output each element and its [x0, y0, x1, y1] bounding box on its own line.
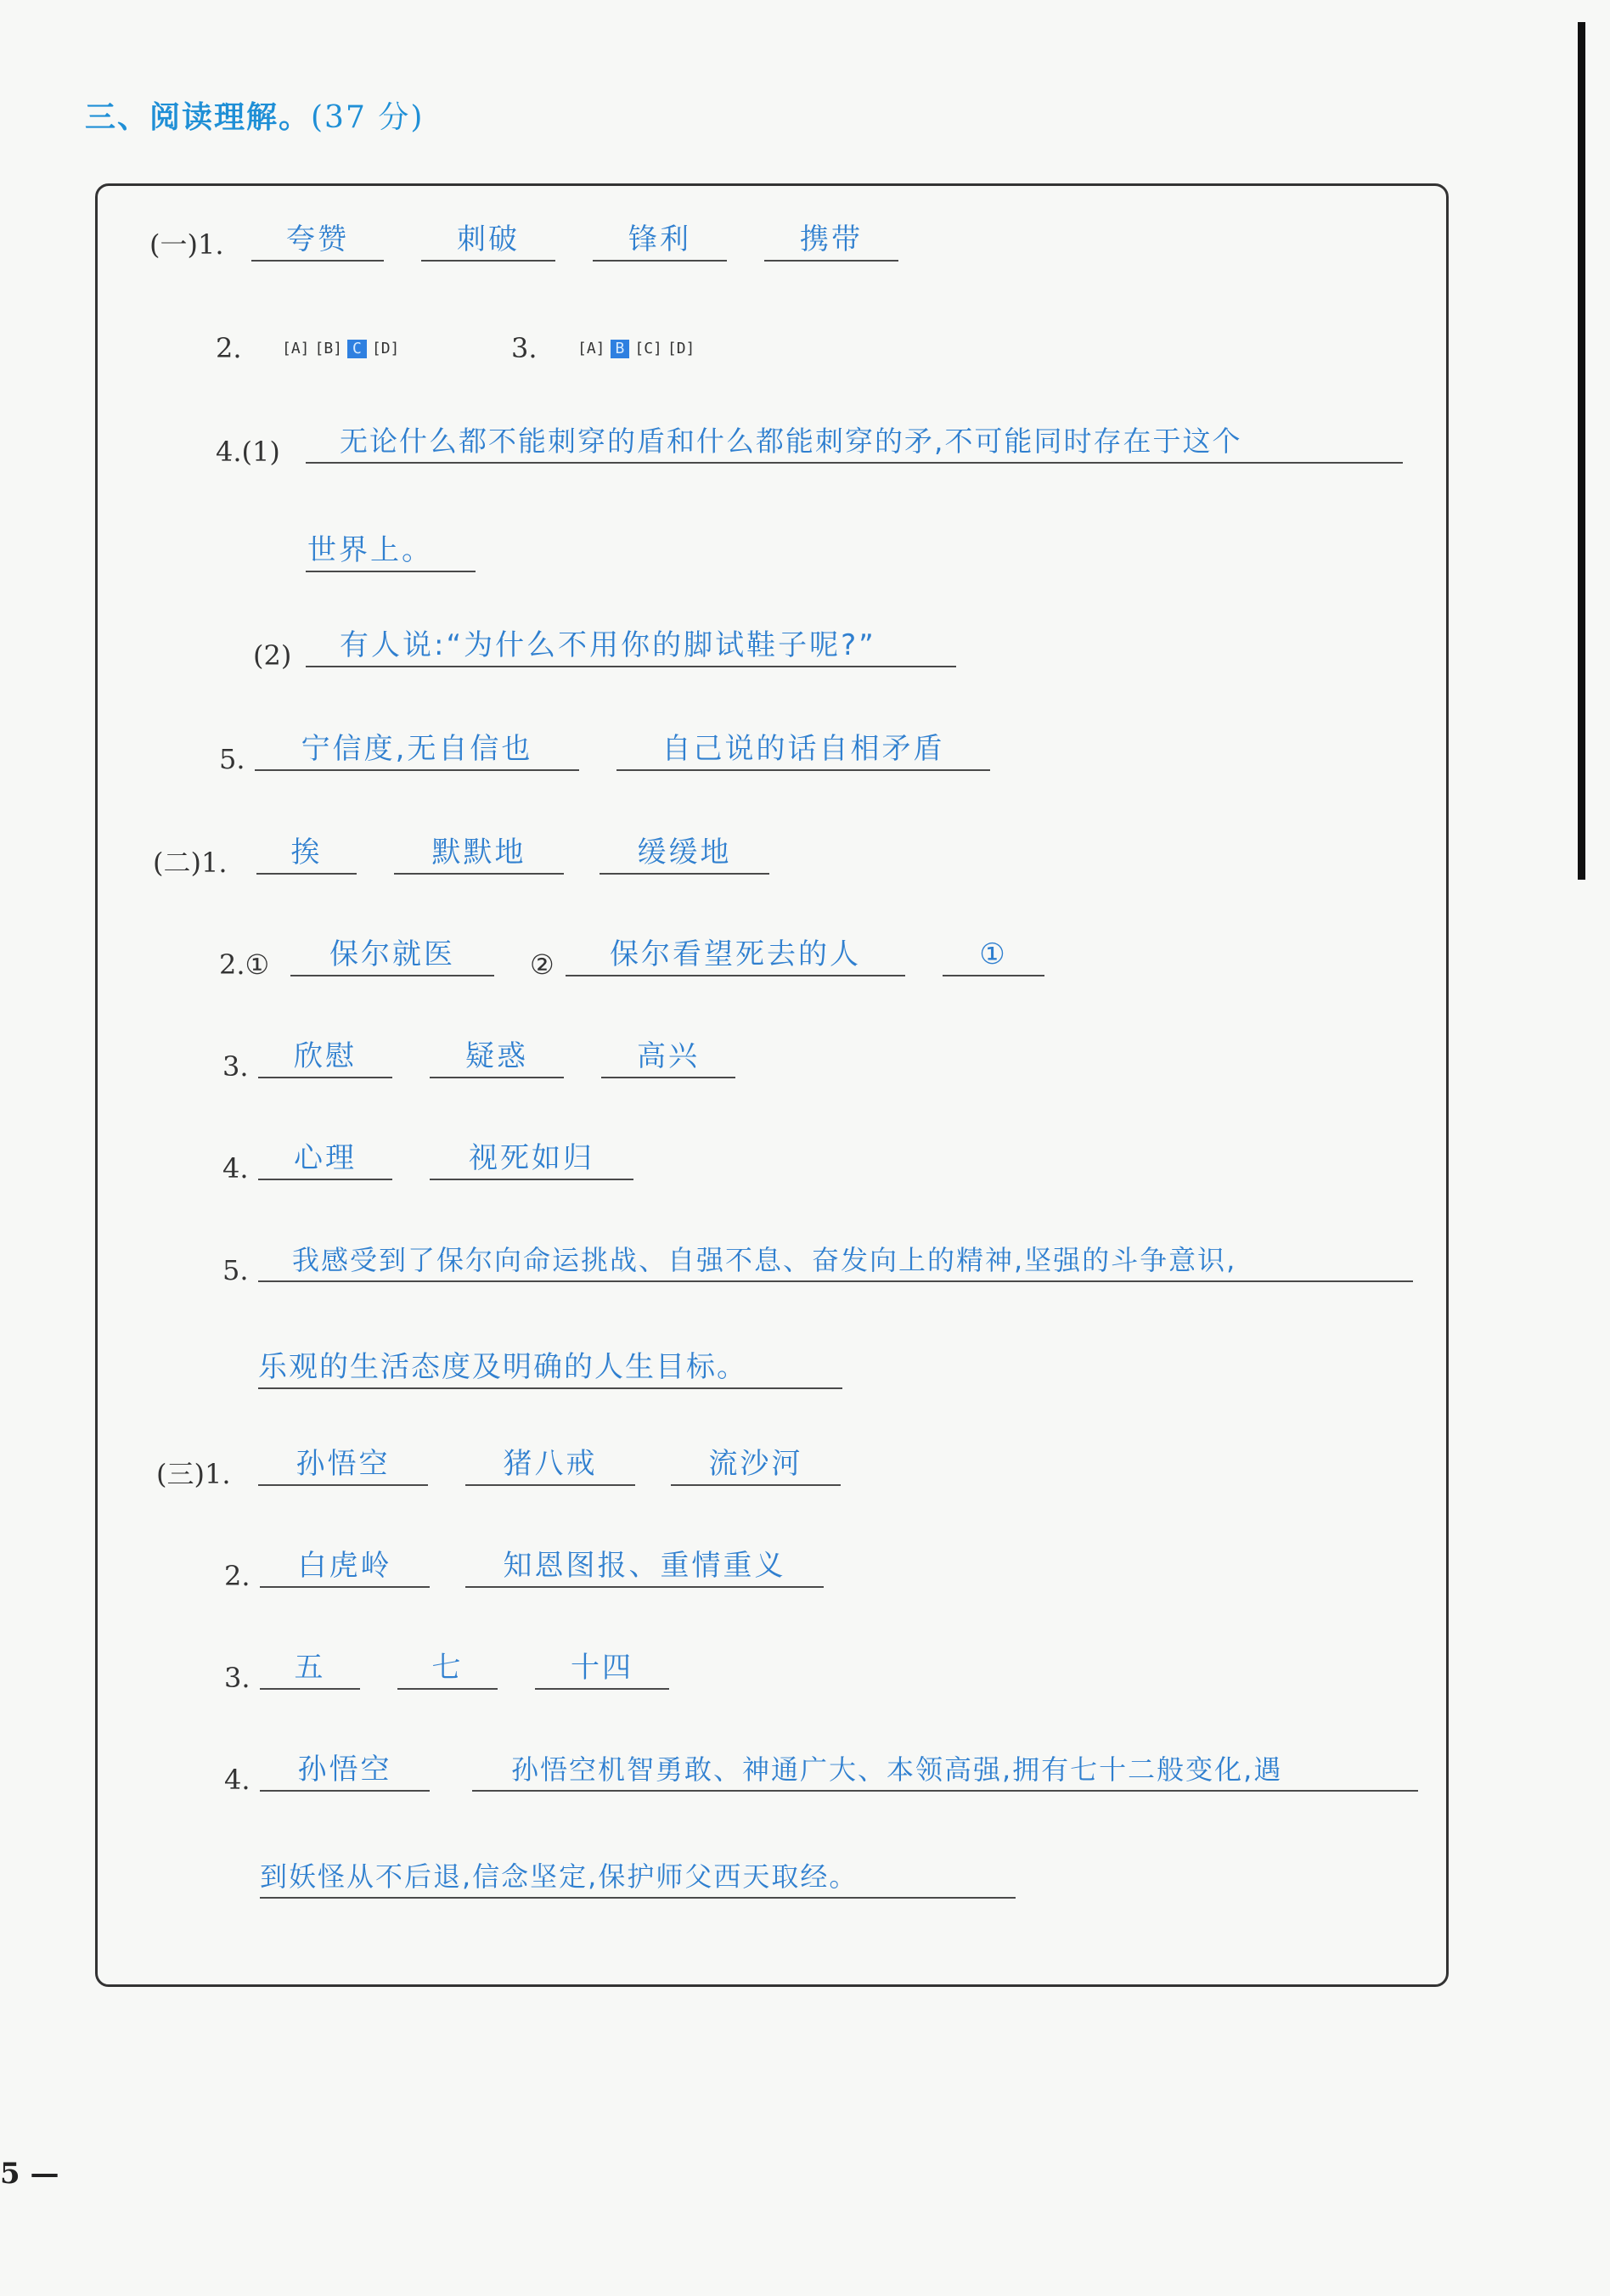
p1-q1-answer-4: 携带 [764, 222, 898, 262]
p2-q4-answer-1: 心理 [258, 1141, 392, 1180]
p2-q1-number: (二)1. [153, 847, 228, 879]
p3-q2-answer-2: 知恩图报、重情重义 [465, 1549, 824, 1588]
p1-q3-option-d[interactable]: [D] [667, 340, 695, 357]
p2-q4-number: 4. [222, 1152, 249, 1185]
p1-q4-sub2-number: (2) [253, 639, 292, 672]
p1-q3-option-b-selected[interactable]: B [611, 340, 630, 358]
p2-q3-number: 3. [222, 1050, 249, 1083]
p2-q3-answer-2: 疑惑 [430, 1039, 564, 1078]
section-points: (37 分) [311, 100, 425, 135]
p1-q4-sub2-answer: 有人说:“为什么不用你的脚试鞋子呢?” [306, 628, 956, 667]
p2-q5-answer-line-2: 乐观的生活态度及明确的人生目标。 [258, 1350, 842, 1389]
p3-q4-number: 4. [224, 1764, 251, 1796]
page-edge-bar [1578, 22, 1585, 880]
p2-q5-answer-line-1: 我感受到了保尔向命运挑战、自强不息、奋发向上的精神,坚强的斗争意识, [258, 1243, 1413, 1282]
p3-q4-answer-short: 孙悟空 [260, 1753, 430, 1792]
p2-q2-answer-1: 保尔就医 [290, 937, 494, 976]
p1-q1-answer-2: 刺破 [421, 222, 555, 262]
p1-q5-answer-2: 自己说的话自相矛盾 [616, 732, 990, 771]
p2-q2-answer-3: ① [943, 937, 1044, 976]
p1-q2-number: 2. [216, 332, 242, 364]
p1-q3-option-c[interactable]: [C] [634, 340, 662, 357]
p3-q2-number: 2. [224, 1560, 251, 1592]
p1-q2-option-d[interactable]: [D] [371, 340, 400, 357]
p1-q4-answer-line-1: 无论什么都不能刺穿的盾和什么都能刺穿的矛,不可能同时存在于这个 [306, 425, 1403, 464]
p2-q5-number: 5. [222, 1254, 249, 1286]
p1-q3-options [577, 340, 700, 358]
p2-q1-answer-1: 挨 [256, 836, 357, 875]
p1-q2-option-a[interactable]: [A] [282, 340, 310, 357]
p1-q3-number: 3. [511, 332, 538, 364]
p3-q3-number: 3. [224, 1662, 251, 1694]
p3-q1-answer-3: 流沙河 [671, 1447, 841, 1486]
p2-q2-answer-2: 保尔看望死去的人 [566, 937, 905, 976]
p1-q2-option-b[interactable]: [B] [314, 340, 343, 357]
p1-q2-option-c-selected[interactable]: C [347, 340, 367, 358]
p1-q4-number: 4.(1) [216, 436, 280, 468]
p1-q1-answer-1: 夸赞 [251, 222, 384, 262]
p2-q3-answer-1: 欣慰 [258, 1039, 392, 1078]
p2-q1-answer-3: 缓缓地 [600, 836, 769, 875]
p3-q1-answer-1: 孙悟空 [258, 1447, 428, 1486]
p1-q1-number: (一)1. [149, 228, 224, 261]
p1-q1-answer-3: 锋利 [593, 222, 727, 262]
p3-q4-answer-line-2: 到妖怪从不后退,信念坚定,保护师父西天取经。 [260, 1860, 1016, 1899]
p1-q5-answer-1: 宁信度,无自信也 [255, 732, 579, 771]
page-number: 5 — [0, 2157, 59, 2191]
p3-q1-answer-2: 猪八戒 [465, 1447, 635, 1486]
p2-q2-mark-2: ② [530, 948, 554, 981]
p3-q2-answer-1: 白虎岭 [260, 1549, 430, 1588]
p3-q3-answer-1: 五 [260, 1651, 360, 1690]
p3-q3-answer-3: 十四 [535, 1651, 669, 1690]
section-title-text: 三、阅读理解。 [85, 100, 312, 135]
p2-q3-answer-3: 高兴 [601, 1039, 735, 1078]
p2-q4-answer-2: 视死如归 [430, 1141, 633, 1180]
p1-q3-option-a[interactable]: [A] [577, 340, 605, 357]
p1-q5-number: 5. [219, 743, 245, 775]
p2-q2-number: 2.① [219, 948, 270, 981]
p3-q1-number: (三)1. [156, 1458, 231, 1490]
section-title [85, 93, 424, 137]
p2-q1-answer-2: 默默地 [394, 836, 564, 875]
p1-q2-options [282, 340, 404, 358]
p3-q3-answer-2: 七 [397, 1651, 498, 1690]
p1-q4-answer-line-2: 世界上。 [306, 533, 476, 572]
p3-q4-answer-line-1: 孙悟空机智勇敢、神通广大、本领高强,拥有七十二般变化,遇 [472, 1753, 1418, 1792]
